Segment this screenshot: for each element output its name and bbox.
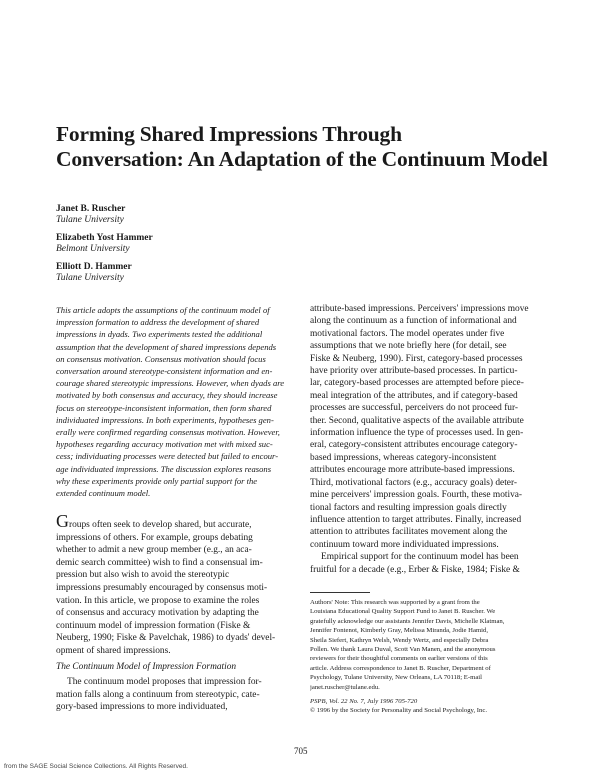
body-line: tional factors and resulting impression goals directly: [310, 502, 507, 513]
note-line: Sheila Siefert, Kathryn Welsh, Wendy Wertz, and especially Debra: [310, 636, 489, 644]
body-line: ther. Second, qualitative aspects of the available attribute: [310, 415, 524, 426]
intro-column: [56, 515, 301, 714]
body-line: The continuum model proposes that impression for-: [67, 677, 262, 688]
abstract-line: on consensus motivation. Consensus motivation should focus: [56, 353, 266, 364]
body-line: along the continuum as a function of informational and: [310, 316, 517, 327]
note-line: Authors' Note: This research was supported by a grant from the: [310, 599, 480, 606]
body-line: continuum model of impression formation (Fiske &: [56, 620, 251, 631]
body-line: gory-based impressions to more individuated,: [56, 702, 228, 713]
note-line: Jennifer Fontenot, Kimberly Gray, Melissa Miranda, Jodie Hamid,: [310, 627, 489, 635]
authors-note: [310, 598, 560, 716]
body-line: Neuberg, 1990; Fiske & Pavelchak, 1986) to dyads' devel-: [56, 633, 276, 644]
body-line: impressions presumably encouraged by consensus moti-: [56, 582, 268, 593]
author-entry: [56, 233, 356, 255]
body-line: opment of shared impressions.: [56, 645, 171, 656]
right-column: [310, 303, 560, 576]
body-line: mine perceivers' impression goals. Fourth, these motiva-: [310, 490, 523, 501]
abstract-line: individuated impressions. In both experiments, hypotheses gen-: [56, 414, 274, 425]
body-line: based impressions, whereas category-inconsistent: [310, 452, 497, 463]
intro-first-line-text: roups often seek to develop shared, but accurate,: [69, 520, 252, 530]
body-line: motivational factors. The model operates under five: [310, 328, 505, 339]
article-title: [56, 122, 576, 172]
author-affiliation: Belmont University: [56, 244, 130, 254]
title-line-1: Forming Shared Impressions Through: [56, 122, 402, 146]
abstract-line: motivated by both consensus and accuracy, they should increase: [56, 390, 278, 401]
abstract-line: impressions in dyads. Two experiments tested the additional: [56, 329, 263, 340]
body-line: meal integration of the attributes, and if category-based: [310, 390, 518, 401]
author-list: [56, 204, 356, 291]
body-line: vation. In this article, we propose to examine the roles: [56, 595, 260, 606]
author-name: Elizabeth Yost Hammer: [56, 233, 153, 243]
note-line: gratefully acknowledge our assistants Jennifer Davis, Michelle Klatman,: [310, 617, 505, 625]
body-line: eral, category-consistent attributes encourage category-: [310, 440, 518, 451]
body-line: assumptions that we note briefly here (for detail, see: [310, 341, 507, 352]
author-name: Janet B. Ruscher: [56, 204, 126, 214]
body-line: lar, category-based processes are attempted before piece-: [310, 378, 524, 389]
body-line: Fiske & Neuberg, 1990). First, category-based processes: [310, 353, 523, 364]
section-subheading: The Continuum Model of Impression Formation: [56, 661, 237, 672]
abstract-line: courage shared stereotypic impressions. However, when dyads are: [56, 378, 285, 389]
note-line: article. Address correspondence to Janet B. Ruscher, Department of: [310, 664, 491, 672]
body-line: pression but also wish to avoid the stereotypic: [56, 570, 230, 581]
abstract-line: This article adopts the assumptions of the continuum model of: [56, 305, 270, 315]
footnote-rule: [310, 592, 370, 593]
abstract-line: extended continuum model.: [56, 488, 151, 499]
note-line: janet.ruscher@tulane.edu.: [310, 683, 380, 691]
body-line: information influence the type of processes used. In gen-: [310, 428, 524, 439]
body-line: fruitful for a decade (e.g., Erber & Fiske, 1984; Fiske &: [310, 564, 520, 575]
source-footer: from the SAGE Social Science Collections. All Rights Reserved.: [4, 763, 188, 770]
author-entry: [56, 262, 356, 284]
body-line: mation falls along a continuum from stereotypic, cate-: [56, 689, 260, 700]
body-line: influence attention to target attributes. Finally, increased: [310, 514, 522, 525]
body-line: continuum toward more individuated impressions.: [310, 539, 499, 550]
copyright-line: © 1996 by the Society for Personality and Social Psychology, Inc.: [310, 707, 488, 715]
body-line: Empirical support for the continuum model has been: [321, 552, 519, 563]
body-line: attention to attributes facilitates movement along the: [310, 527, 508, 538]
body-line: attributes encourage more attribute-based impressions.: [310, 465, 515, 476]
abstract-line: hypotheses regarding accuracy motivation met with mixed suc-: [56, 439, 273, 450]
intro-first-line: [56, 515, 301, 532]
body-line: of consensus and accuracy motivation by adapting the: [56, 608, 259, 619]
abstract-line: age individuated impressions. The discussion explores reasons: [56, 463, 272, 474]
abstract-line: conversation around stereotype-consistent information and en-: [56, 366, 273, 377]
body-line: whether to admit a new group member (e.g., an aca-: [56, 545, 252, 556]
abstract-line: cess; individuating processes were detected but failed to encour-: [56, 451, 279, 462]
body-line: Third, motivational factors (e.g., accuracy goals) deter-: [310, 477, 518, 488]
abstract-line: assumption that the development of shared impressions depends: [56, 341, 277, 352]
abstract: [56, 304, 299, 499]
note-line: Pollen. We thank Laura Duval, Scott Van Manen, and the anonymous: [310, 646, 496, 654]
body-line: have priority over attribute-based processes. In particu-: [310, 366, 518, 377]
abstract-line: impression formation to address the development of shared: [56, 317, 260, 328]
note-line: Louisiana Educational Quality Support Fund to Janet B. Ruscher. We: [310, 608, 496, 616]
journal-citation: PSPB, Vol. 22 No. 7, July 1996 705-720: [310, 698, 418, 706]
body-line: processes are successful, perceivers do not proceed fur-: [310, 403, 519, 414]
title-line-2: Conversation: An Adaptation of the Continuum Model: [56, 147, 548, 171]
abstract-line: erally were confirmed regarding consensus motivation. However,: [56, 427, 280, 438]
author-entry: [56, 204, 356, 226]
author-affiliation: Tulane University: [56, 273, 124, 283]
drop-cap: G: [56, 515, 69, 531]
page-number: 705: [294, 746, 308, 756]
note-line: Psychology, Tulane University, New Orleans, LA 70118; E-mail: [310, 674, 482, 682]
abstract-line: focus on stereotype-inconsistent information, then form shared: [56, 402, 272, 413]
body-line: impressions of others. For example, groups debating: [56, 532, 253, 543]
body-line: attribute-based impressions. Perceivers' impressions move: [310, 304, 529, 314]
body-line: demic search committee) wish to find a consensual im-: [56, 557, 263, 568]
abstract-line: why these experiments provide only partial support for the: [56, 475, 258, 486]
author-name: Elliott D. Hammer: [56, 262, 132, 272]
note-line: reviewers for their thoughtful comments on earlier versions of this: [310, 655, 488, 663]
author-affiliation: Tulane University: [56, 215, 124, 225]
